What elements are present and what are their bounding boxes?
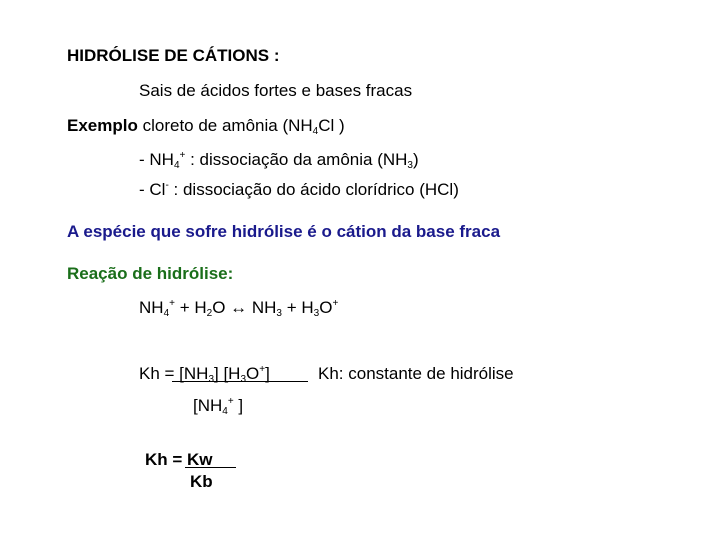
kh-kw-denominator: Kb bbox=[190, 472, 213, 491]
example-line bbox=[67, 116, 345, 136]
kh-fraction-bar bbox=[172, 381, 308, 382]
bullet-nh4: - $NH_4^+$ : dissociação da amônia $(NH_3)$ bbox=[139, 150, 419, 171]
subtitle: Sais de ácidos fortes e bases fracas bbox=[139, 81, 413, 100]
example-label: Exemplo bbox=[67, 116, 138, 135]
bullet-cl: - Cl- : dissociação do ácido clorídrico (HCl) bbox=[139, 180, 459, 199]
kh-numerator: $Kh = [NH_3]$ $[H_3O^+]$ bbox=[139, 364, 270, 385]
reaction-heading: Reação de hidrólise: bbox=[67, 264, 234, 283]
kh-denominator: [$NH_4^+$ ] bbox=[193, 396, 244, 417]
kh-definition: Kh: constante de hidrólise bbox=[318, 364, 514, 383]
statement: A espécie que sofre hidrólise é o cátion da base fraca bbox=[67, 222, 501, 241]
example-text: cloreto de amônia ($NH_4Cl$ ) bbox=[142, 116, 345, 137]
kh-kw-fraction-bar bbox=[185, 467, 236, 468]
reaction-equation: $NH_4^+ + H_2O$ ↔ $NH_3 + H_3O^+$ bbox=[139, 298, 339, 319]
kh-kw-numerator: Kh = Kw bbox=[145, 450, 213, 469]
page-title: HIDRÓLISE DE CÁTIONS : bbox=[67, 46, 280, 65]
